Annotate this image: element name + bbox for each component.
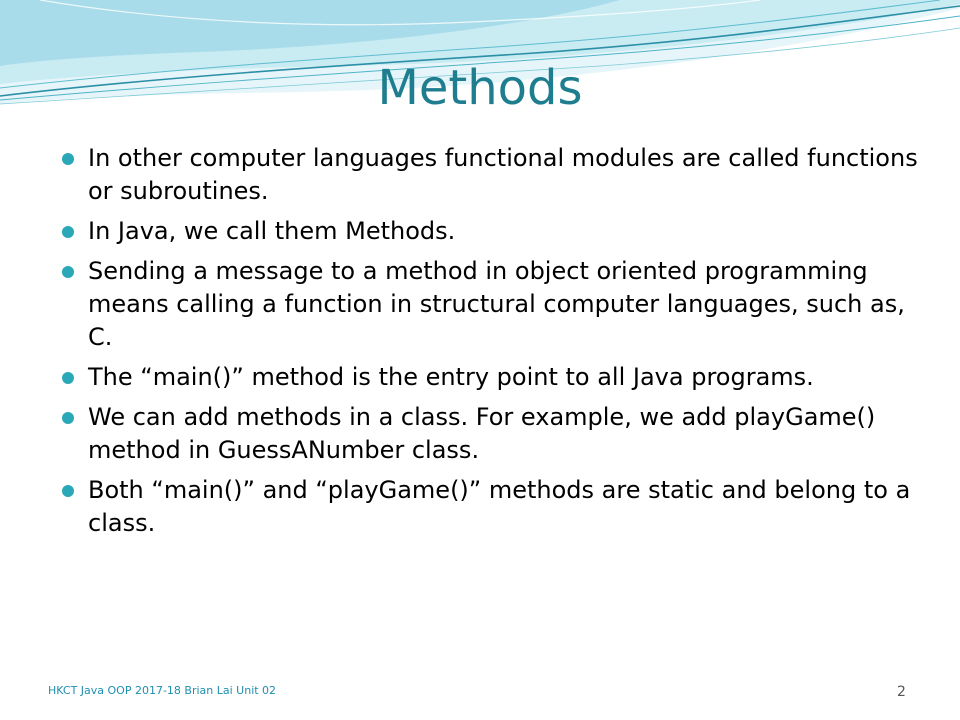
bullet-list: [62, 142, 918, 547]
bullet-item: [62, 361, 918, 394]
slide-title: Methods: [377, 60, 583, 116]
bullet-text: Sending a message to a method in object oriented programming means calling a function in structural computer languages, such as, C.: [88, 257, 905, 351]
bullet-dot-icon: [62, 485, 74, 497]
bullet-dot-icon: [62, 266, 74, 278]
bullet-text: The “main()” method is the entry point to all Java programs.: [88, 363, 814, 391]
bullet-text: Both “main()” and “playGame()” methods are static and belong to a class.: [88, 476, 911, 537]
bullet-text: We can add methods in a class. For example, we add playGame() method in GuessANumber class.: [88, 403, 876, 464]
footer-text: HKCT Java OOP 2017-18 Brian Lai Unit 02: [48, 684, 277, 697]
bullet-text: In other computer languages functional modules are called functions or subroutines.: [88, 144, 918, 205]
bullet-item: [62, 474, 918, 540]
bullet-dot-icon: [62, 412, 74, 424]
bullet-dot-icon: [62, 153, 74, 165]
page-number: 2: [897, 684, 906, 700]
bullet-item: [62, 142, 918, 208]
bullet-item: [62, 215, 918, 248]
bullet-item: [62, 255, 918, 354]
bullet-dot-icon: [62, 372, 74, 384]
bullet-text: In Java, we call them Methods.: [88, 217, 456, 245]
bullet-dot-icon: [62, 226, 74, 238]
bullet-item: [62, 401, 918, 467]
